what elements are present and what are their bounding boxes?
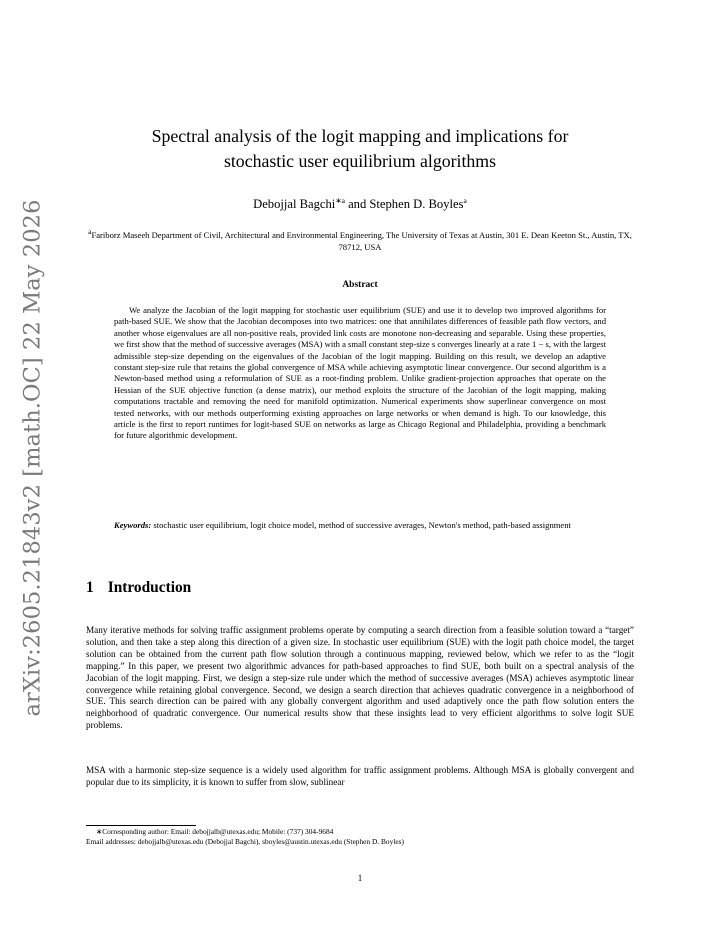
affiliation-mark: a bbox=[88, 227, 92, 236]
section-title: Introduction bbox=[107, 579, 192, 596]
footnote-corresponding-author: ∗Corresponding author: Email: debojjalb@utexas.edu; Mobile: (737) 304-9684 bbox=[96, 827, 334, 836]
intro-paragraph-2: MSA with a harmonic step-size sequence is a widely used algorithm for traffic assignment problems. Although MSA is globally convergent and popular due to its simplicity, it is known to suffer from slow, sublinear bbox=[86, 765, 634, 787]
abstract-text: We analyze the Jacobian of the logit mapping for stochastic user equilibrium (SUE) and use it to develop two improved algorithms for path-based SUE. We show that the Jacobian decomposes into two matrices: one that annihilates differences of feasible path flow vectors, and another whose eigenvalues are all non-positive reals, provided link costs are monotone non-decreasing and separable. Using these properties, we first show that the method of successive averages (MSA) with a small constant step-size s converges linearly at a rate 1 − s, with the largest admissible step-size depending on the eigenvalues of the Jacobian of the logit mapping. Building on this result, we develop an adaptive constant step-size rule that retains the global convergence of MSA while achieving asymptotic linear convergence. Our second algorithm is a Newton-based method using a reformulation of SUE as a root-finding problem. Unlike gradient-projection approaches that operate on the Hessian of the SUE objective function (a dense matrix), our method exploits the structure of the Jacobian of the logit mapping, making computations tractable and removing the need for manifold optimization. Numerical experiments show superlinear convergence on most tested networks, with our methods outperforming existing approaches on large networks or when demand is high. To our knowledge, this article is the first to report runtimes for logit-based SUE on networks as large as Chicago Regional and Philadelphia, providing a benchmark for future algorithmic development. bbox=[114, 305, 606, 441]
author-connector: and bbox=[344, 197, 370, 212]
paper-title-line-1: Spectral analysis of the logit mapping and implications for bbox=[151, 126, 569, 146]
paper-title-line-2: stochastic user equilibrium algorithms bbox=[223, 151, 497, 171]
paper-title bbox=[60, 124, 660, 174]
author-2-mark: a bbox=[463, 196, 467, 205]
author-list bbox=[60, 196, 660, 212]
author-1-mark: ∗a bbox=[335, 196, 345, 205]
author-2-name: Stephen D. Boyles bbox=[369, 197, 464, 212]
footnote-email-addresses: Email addresses: debojjalb@utexas.edu (Debojjal Bagchi), sboyles@austin.utexas.edu (Stephen D. Boyles) bbox=[86, 837, 404, 847]
keywords-label: Keywords: bbox=[114, 520, 152, 530]
section-number: 1 bbox=[86, 579, 94, 596]
keywords bbox=[114, 520, 606, 532]
intro-paragraph-1: Many iterative methods for solving traffic assignment problems operate by computing a search direction from a feasible solution toward a “target” solution, and then take a step along this direction of a given size. In stochastic user equilibrium (SUE) with the logit path choice model, the target solution can be obtained from the current path flow solution through a continuous mapping, reviewed below, which we refer to as the “logit mapping.” In this paper, we present two algorithmic advances for path-based approaches to find SUE, both built on a spectral analysis of the Jacobian of the logit mapping. First, we design a step-size rule under which the method of successive averages (MSA) achieves asymptotic linear convergence while retaining global convergence. Second, we design a search direction that achieves quadratic convergence in a neighborhood of SUE. This search direction can be paired with any globally convergent algorithm and used adaptively once the path flow solution enters the neighborhood of quadratic convergence. Our numerical results show that these insights lead to very efficient algorithms to solve logit SUE problems. bbox=[86, 625, 634, 731]
arxiv-identifier-stamp bbox=[7, 199, 57, 717]
arxiv-identifier-text: arXiv:2605.21843v2 [math.OC] 22 May 2026 bbox=[19, 199, 46, 717]
affiliation bbox=[86, 226, 634, 254]
keywords-text: stochastic user equilibrium, logit choice model, method of successive averages, Newton's method, path-based assignment bbox=[153, 520, 571, 530]
section-heading-introduction bbox=[86, 579, 191, 597]
affiliation-text: Fariborz Maseeh Department of Civil, Architectural and Environmental Engineering, The University of Texas at Austin, 301 E. Dean Keeton St., Austin, TX, 78712, USA bbox=[91, 229, 632, 253]
footnote-divider bbox=[86, 825, 196, 826]
author-1-name: Debojjal Bagchi bbox=[253, 197, 336, 212]
abstract-heading: Abstract bbox=[342, 280, 378, 290]
page-number: 1 bbox=[357, 873, 363, 883]
footnotes bbox=[86, 827, 634, 847]
